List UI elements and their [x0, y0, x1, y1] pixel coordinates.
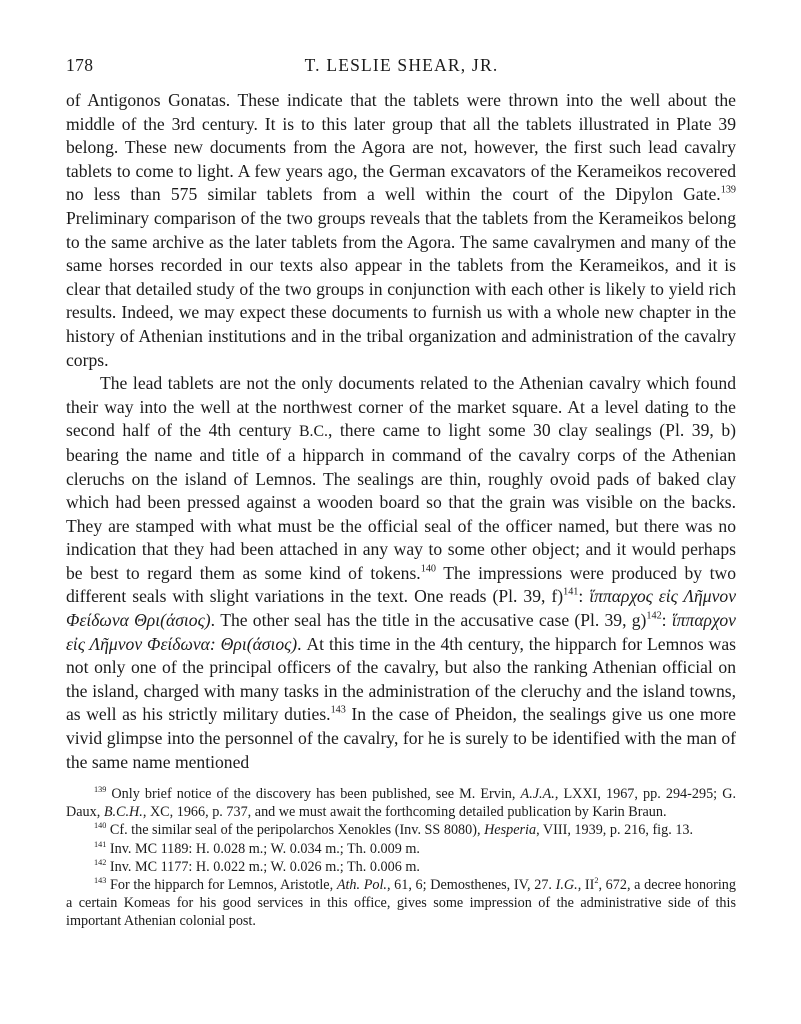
- footnote-ref-141[interactable]: 141: [563, 586, 579, 598]
- body-text: [66, 89, 736, 774]
- text-run: , VIII, 1939, p. 216, fig. 13.: [536, 822, 694, 839]
- footnote-ref-143[interactable]: 143: [330, 704, 346, 716]
- work-title: Ath. Pol.: [336, 877, 387, 894]
- footnote-number: 141: [94, 839, 107, 849]
- footnote-142: [66, 858, 736, 876]
- text-run: . At this time in the 4th century, the hipparch for Lemnos was not only one of the principal officers of the cavalry, but also the ranking Athenian official on the island, charged with many tasks in the administration of the cleruchy and the island towns, as well as his strictly military duties.: [66, 633, 736, 725]
- text-run: . The other seal has the title in the accusative case (Pl. 39, g): [210, 610, 647, 631]
- edition-superscript: 2: [594, 875, 599, 885]
- text-run: , LXXI, 1967, pp. 294-295; G. Daux,: [66, 786, 736, 821]
- paragraph-2: [66, 372, 736, 774]
- text-run: :: [578, 586, 590, 607]
- footnote-139: [66, 785, 736, 821]
- footnote-140: [66, 821, 736, 839]
- text-run: Cf. the similar seal of the peripolarchos Xenokles (Inv. SS 8080),: [106, 822, 485, 839]
- text-run: :: [661, 610, 672, 631]
- running-title: T. LESLIE SHEAR, JR.: [304, 55, 499, 75]
- footnote-141: [66, 840, 736, 858]
- footnote-ref-142[interactable]: 142: [646, 610, 662, 622]
- journal-title: Hesperia: [484, 822, 537, 839]
- text-run: , XC, 1966, p. 737, and we must await the forthcoming detailed publication by Karin Braun.: [142, 804, 667, 821]
- text-run: Preliminary comparison of the two groups reveals that the tablets from the Kerameikos belong to the same archive as the later tablets from the Agora. The same cavalrymen and many of the same horses recorded in our texts also appear in the tablets from the Kerameikos, and it is clear that detailed study of the two groups in conjunction with each other is likely to yield rich results. Indeed, we may expect these documents to furnish us with a whole new chapter in the history of Athenian institutions and in the tribal organization and administration of the cavalry corps.: [66, 207, 736, 370]
- footnote-number: 139: [94, 784, 107, 794]
- text-run: The lead tablets are not the only documents related to the Athenian cavalry which found their way into the well at the northwest corner of the market square. At a level dating to the second half of the 4th century: [66, 373, 736, 441]
- text-run: Inv. MC 1189: H. 0.028 m.; W. 0.034 m.; Th. 0.009 m.: [106, 840, 420, 857]
- text-run: Inv. MC 1177: H. 0.022 m.; W. 0.026 m.; Th. 0.006 m.: [106, 858, 420, 875]
- footnote-143: [66, 876, 736, 931]
- text-run: For the hipparch for Lemnos, Aristotle,: [106, 877, 337, 894]
- footnote-number: 142: [94, 857, 107, 867]
- footnote-number: 143: [94, 875, 107, 885]
- text-run: In the case of Pheidon, the sealings give us one more vivid glimpse into the personnel of the cavalry, for he is surely to be identified with the man of the same name mentioned: [66, 704, 736, 772]
- text-run: , 61, 6; Demosthenes, IV, 27.: [386, 877, 556, 894]
- footnotes: [66, 785, 736, 931]
- paragraph-1: [66, 89, 736, 372]
- journal-title: A.J.A.: [520, 786, 555, 802]
- text-run: The impressions were produced by two different seals with slight variations in the text. One reads (Pl. 39, f): [66, 562, 736, 607]
- journal-title: B.C.H.: [103, 804, 143, 821]
- page-header: [66, 55, 737, 79]
- text-run: , there came to light some 30 clay sealings (Pl. 39, b) bearing the name and title of a hipparch in command of the cavalry corps of the Athenian cleruchs on the island of Lemnos. The sealings are thin, roughly ovoid pads of baked clay which had been pressed against a wooden board so that the grain was visible on the backs. They are stamped with what must be the official seal of the officer named, but there was no indication that they had been attached in any way to some other object; and it would perhaps be best to regard them as some kind of tokens.: [66, 420, 736, 583]
- page-number: 178: [66, 55, 94, 75]
- corpus-title: I.G.: [555, 877, 578, 894]
- footnote-number: 140: [94, 821, 107, 831]
- era-abbreviation: B.C.: [298, 423, 328, 441]
- greek-inscription-1: ἵππαρχος εἰς Λῆμνον Φείδωνα Θρι(άσιος): [66, 586, 737, 631]
- text-run: of Antigonos Gonatas. These indicate that the tablets were thrown into the well about the middle of the 3rd century. It is to this later group that all the tablets illustrated in Plate 39 belong. These new documents from the Agora are not, however, the first such lead cavalry tablets to come to light. A few years ago, the German excavators of the Kerameikos recovered no less than 575 similar tablets from a well within the court of the Dipylon Gate.: [66, 90, 736, 205]
- text-run: , 672, a decree honoring a certain Komeas for his good services in this office, gives some impression of the administrative side of this important Athenian colonial post.: [66, 877, 736, 930]
- text-run: Only brief notice of the discovery has been published, see M. Ervin,: [106, 786, 521, 802]
- footnote-ref-139[interactable]: 139: [720, 184, 736, 196]
- greek-inscription-2: ἵππαρχον εἰς Λῆμνον Φείδωνα: Θρι(άσιος): [66, 610, 736, 654]
- text-run: , II: [577, 877, 595, 894]
- footnote-ref-140[interactable]: 140: [420, 563, 436, 575]
